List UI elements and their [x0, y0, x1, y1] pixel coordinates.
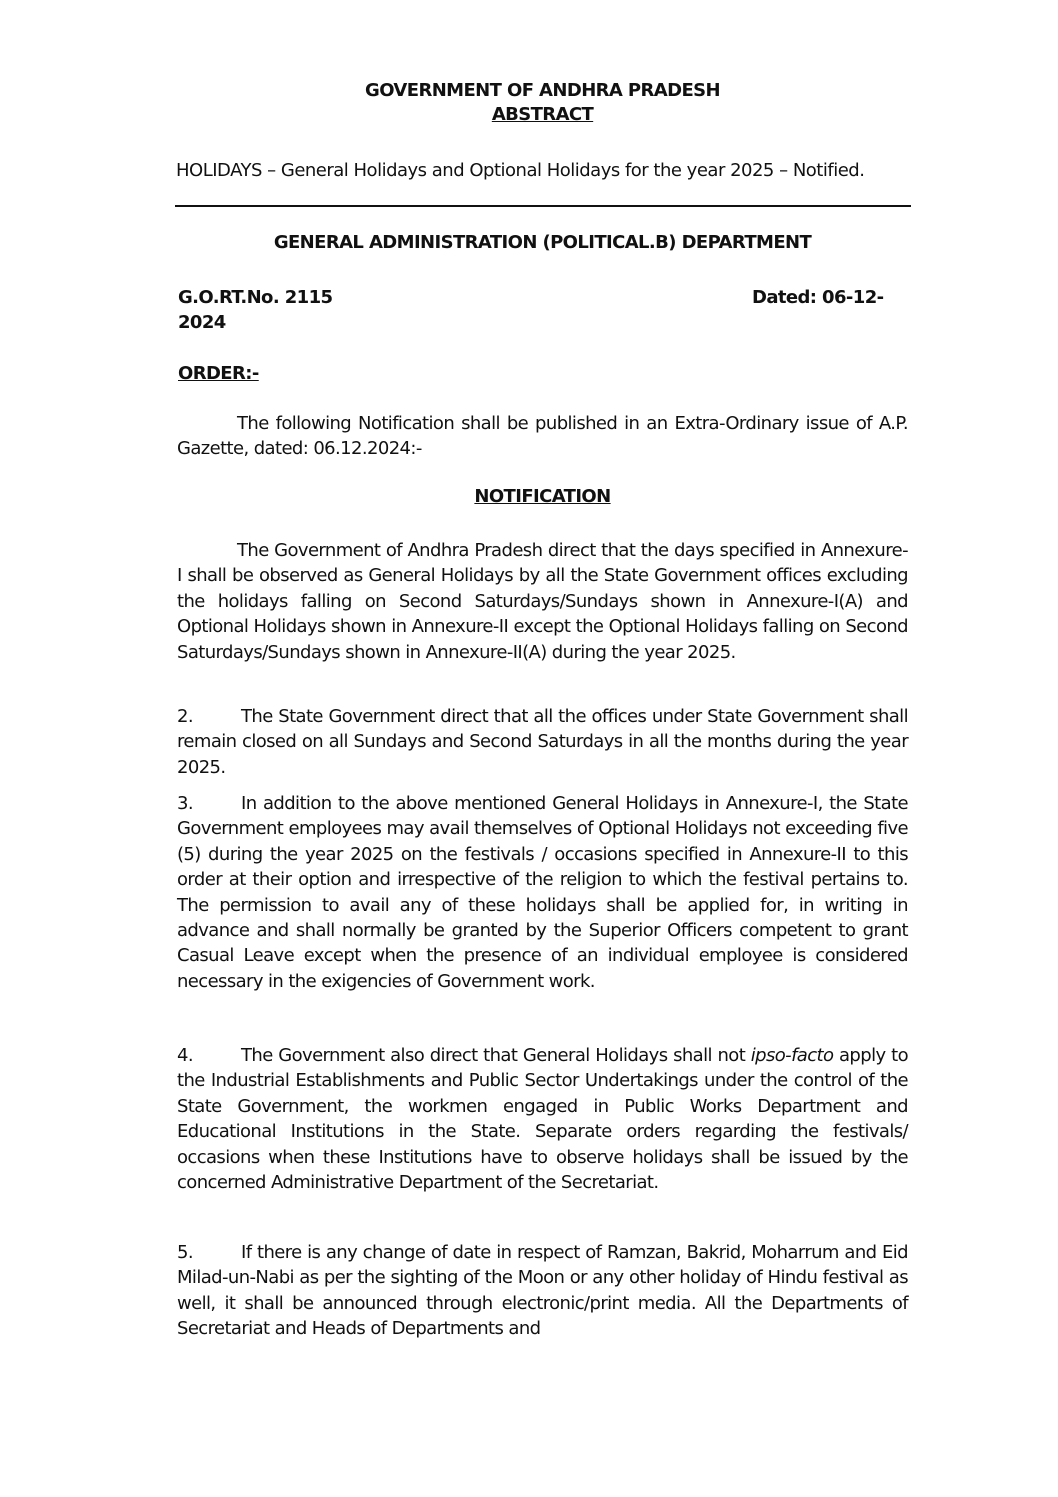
- paragraph-4: [177, 1043, 908, 1195]
- paragraph-4-text-cont: apply to the Industrial Establishments and Public Sector Undertakings under the control of the State Government, the workmen engaged in Public Works Department and Educational Institutions in the State. Separate orders regarding the festivals/ occasions when these Institutions have to observe holidays shall be issued by the concerned Administrative Department of the Secretariat.: [177, 1045, 908, 1194]
- paragraph-1: The Government of Andhra Pradesh direct that the days specified in Annexure-I shall be observed as General Holidays by all the State Government offices excluding the holidays falling on Second Saturdays/Sundays shown in Annexure-I(A) and Optional Holidays shown in Annexure-II except the Optional Holidays falling on Second Saturdays/Sundays shown in Annexure-II(A) during the year 2025.: [177, 540, 908, 663]
- order-text: The following Notification shall be published in an Extra-Ordinary issue of A.P. Gazette, dated: 06.12.2024:-: [177, 413, 908, 460]
- paragraph-3-number: 3.: [177, 793, 193, 814]
- paragraph-5: [177, 1240, 908, 1342]
- notification-heading: NOTIFICATION: [474, 486, 611, 507]
- paragraph-5-number: 5.: [177, 1242, 193, 1263]
- paragraph-5-text: If there is any change of date in respect of Ramzan, Bakrid, Moharrum and Eid Milad-un-Nabi as per the sighting of the Moon or any other holiday of Hindu festival as well, it shall be announced through electronic/print media. All the Departments of Secretariat and Heads of Departments and: [177, 1242, 908, 1340]
- paragraph-2: [177, 704, 908, 780]
- paragraph-2-number: 2.: [177, 706, 193, 727]
- paragraph-4-number: 4.: [177, 1045, 193, 1066]
- department-heading: GENERAL ADMINISTRATION (POLITICAL.B) DEPARTMENT: [273, 232, 812, 253]
- paragraph-4-text: The Government also direct that General Holidays shall not: [241, 1045, 751, 1066]
- order-dated: Dated: 06-12-: [752, 287, 884, 308]
- order-year: 2024: [178, 312, 226, 333]
- order-number: G.O.RT.No. 2115: [178, 287, 333, 308]
- subject-divider: [175, 205, 911, 207]
- order-heading: ORDER:-: [178, 363, 259, 384]
- paragraph-3-text: In addition to the above mentioned General Holidays in Annexure-I, the State Government employees may avail themselves of Optional Holidays not exceeding five (5) during the year 2025 on the festivals / occasions specified in Annexure-II to this order at their option and irrespective of the religion to which the festival pertains to. The permission to avail any of these holidays shall be applied for, in writing in advance and shall normally be granted by the Superior Officers competent to grant Casual Leave except when the presence of an individual employee is considered necessary in the exigencies of Government work.: [177, 793, 908, 992]
- paragraph-3: [177, 791, 908, 994]
- paragraph-2-text: The State Government direct that all the offices under State Government shall remain closed on all Sundays and Second Saturdays in all the months during the year 2025.: [177, 706, 908, 778]
- abstract-heading: ABSTRACT: [491, 104, 594, 125]
- subject-line: HOLIDAYS – General Holidays and Optional Holidays for the year 2025 – Notified.: [176, 160, 865, 181]
- government-title: GOVERNMENT OF ANDHRA PRADESH: [365, 80, 720, 101]
- paragraph-4-italic: ipso-facto: [750, 1045, 834, 1066]
